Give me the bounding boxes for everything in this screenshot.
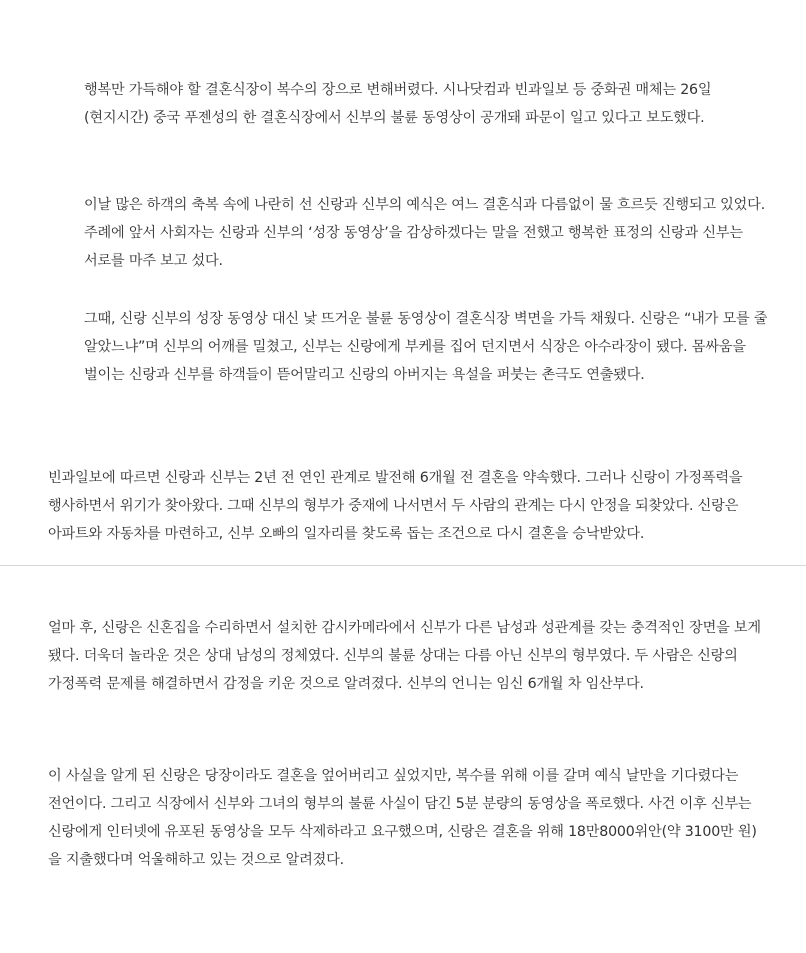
body-paragraph: 이 사실을 알게 된 신랑은 당장이라도 결혼을 엎어버리고 싶었지만, 복수를 위해 이를 갈며 예식 날만을 기다렸다는 전언이다. 그리고 식장에서 신부와 그녀의 형부의 불륜 사실이 담긴 5분 분량의 동영상을 폭로했다. 사건 이후 신부는 신랑에게 인터넷에 유포된 동영상을 모두 삭제하라고 요구했으며, 신랑은 결혼을 위해 18만8000위안(약 3100만 원)을 지출했다며 억울해하고 있는 것으로 알려졌다. bbox=[48, 768, 757, 868]
quote-paragraph: 행복만 가득해야 할 결혼식장이 복수의 장으로 변해버렸다. 시나닷컴과 빈과일보 등 중화권 매체는 26일(현지시간) 중국 푸젠성의 한 결혼식장에서 신부의 불륜 동영상이 공개돼 파문이 일고 있다고 보도했다. bbox=[84, 82, 712, 126]
quote-paragraph: 그때, 신랑 신부의 성장 동영상 대신 낯 뜨거운 불륜 동영상이 결혼식장 벽면을 가득 채웠다. 신랑은 “내가 모를 줄 알았느냐”며 신부의 어깨를 밀쳤고, 신부는 신랑에게 부케를 집어 던지면서 식장은 아수라장이 됐다. 몸싸움을 벌이는 신랑과 신부를 하객들이 뜯어말리고 신랑의 아버지는 욕설을 퍼붓는 촌극도 연출됐다. bbox=[84, 311, 768, 383]
body-paragraph: 빈과일보에 따르면 신랑과 신부는 2년 전 연인 관계로 발전해 6개월 전 결혼을 약속했다. 그러나 신랑이 가정폭력을 행사하면서 위기가 찾아왔다. 그때 신부의 형부가 중재에 나서면서 두 사람의 관계는 다시 안정을 되찾았다. 신랑은 아파트와 자동차를 마련하고, 신부 오빠의 일자리를 찾도록 돕는 조건으로 다시 결혼을 승낙받았다. bbox=[48, 470, 743, 542]
divider bbox=[0, 565, 806, 566]
quote-paragraph: 이날 많은 하객의 축복 속에 나란히 선 신랑과 신부의 예식은 여느 결혼식과 다름없이 물 흐르듯 진행되고 있었다. 주례에 앞서 사회자는 신랑과 신부의 ‘성장 동영상’을 감상하겠다는 말을 전했고 행복한 표정의 신랑과 신부는 서로를 마주 보고 섰다. bbox=[84, 197, 766, 269]
body-paragraph: 얼마 후, 신랑은 신혼집을 수리하면서 설치한 감시카메라에서 신부가 다른 남성과 성관계를 갖는 충격적인 장면을 보게 됐다. 더욱더 놀라운 것은 상대 남성의 정체였다. 신부의 불륜 상대는 다름 아닌 신부의 형부였다. 두 사람은 신랑의 가정폭력 문제를 해결하면서 감정을 키운 것으로 알려졌다. 신부의 언니는 임신 6개월 차 임산부다. bbox=[48, 620, 761, 692]
